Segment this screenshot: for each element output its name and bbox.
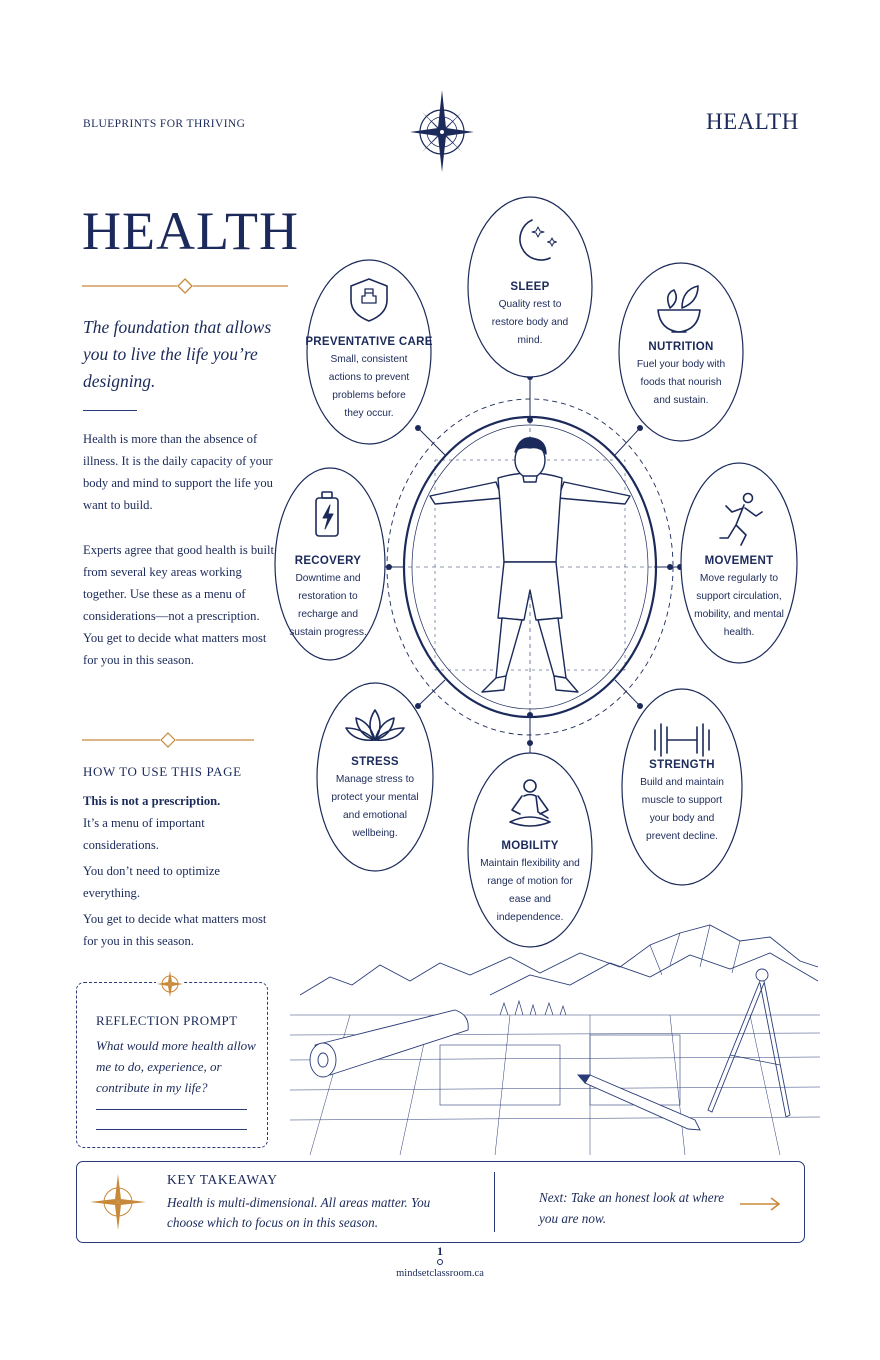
intro-paragraph-2: Experts agree that good health is built from several key areas working together. Use these as a menu of considerations—not a prescription. You get to decide what matters most for you in this season.: [83, 543, 274, 667]
how-to-line-3: You don’t need to optimize everything.: [83, 864, 221, 900]
footer-url-link[interactable]: mindsetclassroom.ca: [396, 1268, 484, 1279]
series-label: BLUEPRINTS FOR THRIVING: [83, 118, 246, 130]
how-to-line-2: It’s a menu of important considerations.: [83, 816, 205, 852]
area-card-recovery: [253, 555, 403, 642]
area-title-sleep: SLEEP: [510, 281, 550, 293]
area-desc-sleep: Quality rest to restore body and mind.: [491, 299, 569, 346]
short-divider: [83, 410, 137, 411]
reflection-question: What would more health allow me to do, experience, or contribute in my life?: [96, 1038, 256, 1095]
area-title-stress: STRESS: [351, 756, 399, 768]
area-card-mobility: [455, 840, 605, 927]
page-dot-ornament: [437, 1259, 443, 1265]
key-takeaway-text: Health is multi-dimensional. All areas matter. You choose which to focus on in this season.: [167, 1195, 431, 1230]
tagline: The foundation that allows you to live the life you’re designing.: [83, 317, 272, 391]
area-title-recovery: RECOVERY: [294, 555, 362, 567]
area-desc-nutrition: Fuel your body with foods that nourish and sustain.: [636, 359, 726, 406]
area-desc-mobility: Maintain flexibility and range of motion for ease and independence.: [480, 858, 580, 923]
area-title-strength: STRENGTH: [649, 759, 715, 771]
area-title-movement: MOVEMENT: [704, 555, 774, 567]
gold-diamond-divider: [82, 277, 288, 295]
area-card-nutrition: [606, 341, 756, 410]
page-title: HEALTH: [82, 201, 299, 261]
takeaway-divider: [494, 1172, 495, 1232]
area-title-preventative-care: PREVENTATIVE CARE: [305, 336, 433, 348]
answer-line: [96, 1109, 247, 1110]
area-title-nutrition: NUTRITION: [648, 341, 714, 353]
arrow-right-icon[interactable]: [738, 1197, 782, 1211]
area-card-preventative-care: [294, 336, 444, 423]
how-to-use-heading: HOW TO USE THIS PAGE: [83, 764, 242, 779]
area-card-movement: [664, 555, 814, 642]
blueprint-landscape-illustration: [290, 915, 820, 1160]
how-to-line-4: You get to decide what matters most for you in this season.: [83, 912, 267, 948]
reflection-heading: REFLECTION PROMPT: [96, 1013, 238, 1028]
area-card-strength: [607, 759, 757, 846]
area-desc-movement: Move regularly to support circulation, mobility, and mental health.: [694, 573, 784, 638]
area-desc-preventative-care: Small, consistent actions to prevent problems before they occur.: [328, 354, 410, 419]
area-desc-strength: Build and maintain muscle to support your body and prevent decline.: [640, 777, 724, 842]
gold-diamond-divider: [82, 731, 254, 749]
answer-line: [96, 1129, 247, 1130]
intro-paragraph-1: Health is more than the absence of illness. It is the daily capacity of your body and mind to support the life you want to build.: [83, 432, 273, 512]
page-number: 1: [437, 1244, 443, 1258]
key-takeaway-heading: KEY TAKEAWAY: [167, 1172, 278, 1187]
area-desc-stress: Manage stress to protect your mental and emotional wellbeing.: [331, 774, 419, 839]
compass-rose-icon: [90, 1172, 146, 1232]
area-title-mobility: MOBILITY: [501, 840, 559, 852]
compass-rose-icon: [406, 84, 478, 172]
area-card-stress: [300, 756, 450, 843]
area-card-sleep: [455, 281, 605, 350]
compass-rose-icon: [156, 970, 184, 998]
header-title: HEALTH: [706, 109, 799, 134]
area-desc-recovery: Downtime and restoration to recharge and sustain progress.: [289, 573, 367, 638]
how-to-line-1: This is not a prescription.: [83, 794, 221, 808]
next-step-text: Next: Take an honest look at where you are now.: [539, 1190, 725, 1226]
